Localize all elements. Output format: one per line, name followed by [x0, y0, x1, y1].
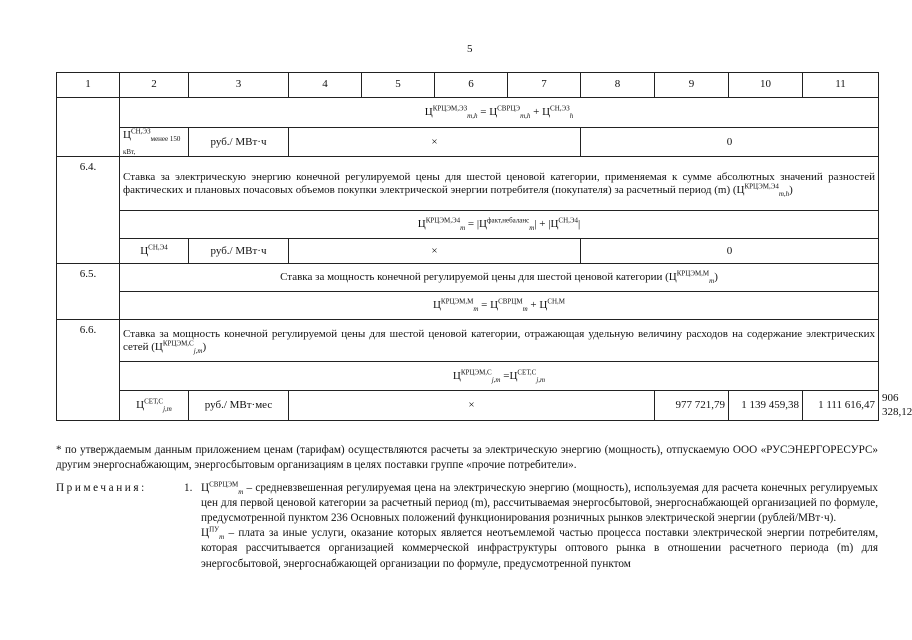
note-paragraph: $Ц^{СВРЦЭМ}_m$ – средневзвешенная регулируемая цена на электрическую энергию (мощность), используемая для расчета конечных регулируемых цен для первой ценовой категории за расчетный период (m), рассчитываемая энергосбытовой, энергоснабжающей организацией по формуле, предусмотренной пунктом 236 Основных положений функционирования розничных рынков электрической энергии (рублей/МВт·ч).: [201, 480, 878, 525]
col-header: 11: [803, 73, 879, 98]
unit: руб./ МВт·мес: [189, 391, 289, 420]
tariff-table: [56, 72, 912, 421]
col-header: 5: [362, 73, 435, 98]
footnote: * по утверждаемым данным приложением ценам (тарифам) осуществляются расчеты за электрическую энергию (мощность), отпускаемую ООО «РУСЭНЕРГОРЕСУРС» другим энергоснабжающим, энергосбытовым организациям в целях поставки группе «прочие потребители».: [56, 444, 878, 471]
formula: $Ц^{КРЦЭМ,М}_m = Ц^{СВРЦМ}_m + Ц^{СН,М}$: [120, 292, 879, 320]
col-header: 4: [289, 73, 362, 98]
cross-mark: ×: [289, 239, 581, 264]
row-description: Ставка за электрическую энергию конечной регулируемой цены для шестой ценовой категории, применяемая к сумме абсолютных значений разностей фактических и плановых почасовых объемов покупки электрической энергии потребителя (покупателя) за расчетный период (m) $(Ц^{КРЦЭМ,Э4}_{m,h})$: [120, 157, 879, 211]
row-number: 6.6.: [57, 320, 120, 420]
table-row: $Ц^{СЕТ,С}_{j,m}$ руб./ МВт·мес × 977 721,79 1 139 459,38 1 111 616,47 906 328,12: [57, 391, 879, 420]
table-row: [57, 239, 879, 264]
formula: $Ц^{КРЦЭМ,ЭЗ}_{m,h} = Ц^{СВРЦЭ}_{m,h} + Ц^{СН,ЭЗ}_h$: [120, 98, 879, 128]
value-zero: 0: [581, 239, 879, 264]
cross-mark: ×: [289, 391, 655, 420]
col-header: 9: [655, 73, 729, 98]
unit: руб./ МВт·ч: [189, 128, 289, 157]
col-header: 1: [57, 73, 120, 98]
note-paragraph: $Ц^{ПУ}_m$ – плата за иные услуги, оказание которых является неотъемлемой частью процесса поставки электрической энергии потребителям, которая рассчитывается организацией коммерческой инфраструктуры оптового рынка в отношении расчетного периода (m) для энергосбытовой, энергоснабжающей организации по формуле, предусмотренной пунктом: [201, 525, 878, 570]
table-row: [57, 128, 879, 157]
col-header: 8: [581, 73, 655, 98]
unit: руб./ МВт·ч: [189, 239, 289, 264]
row-description: Ставка за мощность конечной регулируемой цены для шестой ценовой категории, отражающая удельную величину расходов на содержание электрических сетей $(Ц^{КРЦЭМ,С}_{j,m})$: [120, 320, 879, 362]
row-description: Ставка за мощность конечной регулируемой цены для шестой ценовой категории $(Ц^{КРЦЭМ,М}_m)$: [120, 264, 879, 292]
notes-number: 1.: [184, 482, 193, 494]
row-number: 6.5.: [57, 264, 120, 320]
col-header: 2: [120, 73, 189, 98]
table-row: [57, 292, 879, 320]
col-header: 7: [508, 73, 581, 98]
formula: $Ц^{КРЦЭМ,С}_{j,m} =Ц^{СЕТ,С}_{j,m}$: [120, 362, 879, 391]
rate-symbol: $Ц^{СН,ЭЗ}_{менее 150 кВт,}$: [120, 128, 189, 157]
notes-body: [201, 481, 878, 572]
value-cell: 977 721,79: [655, 391, 729, 420]
table-row: [57, 264, 879, 292]
value-cell: 1 139 459,38: [729, 391, 803, 420]
col-header: 3: [189, 73, 289, 98]
value-cell: 1 111 616,47: [803, 391, 879, 420]
table-row: [57, 320, 879, 362]
col-header: 6: [435, 73, 508, 98]
value-zero: 0: [581, 128, 879, 157]
notes-label: Примечания:: [56, 482, 147, 494]
table-header-row: [57, 73, 879, 98]
rate-symbol: $Ц^{СН,Э4}$: [120, 239, 189, 264]
table-row: [57, 362, 879, 391]
table-row: [57, 98, 879, 128]
page-number: 5: [467, 43, 473, 55]
formula: $Ц^{КРЦЭМ,Э4}_m = |Ц^{факт,небаланс}_m| + |Ц^{СН,Э4}|$: [120, 211, 879, 239]
cross-mark: ×: [289, 128, 581, 157]
rate-symbol: $Ц^{СЕТ,С}_{j,m}$: [120, 391, 189, 420]
col-header: 10: [729, 73, 803, 98]
table-row: [57, 157, 879, 211]
table-row: [57, 211, 879, 239]
row-number: 6.4.: [57, 157, 120, 264]
